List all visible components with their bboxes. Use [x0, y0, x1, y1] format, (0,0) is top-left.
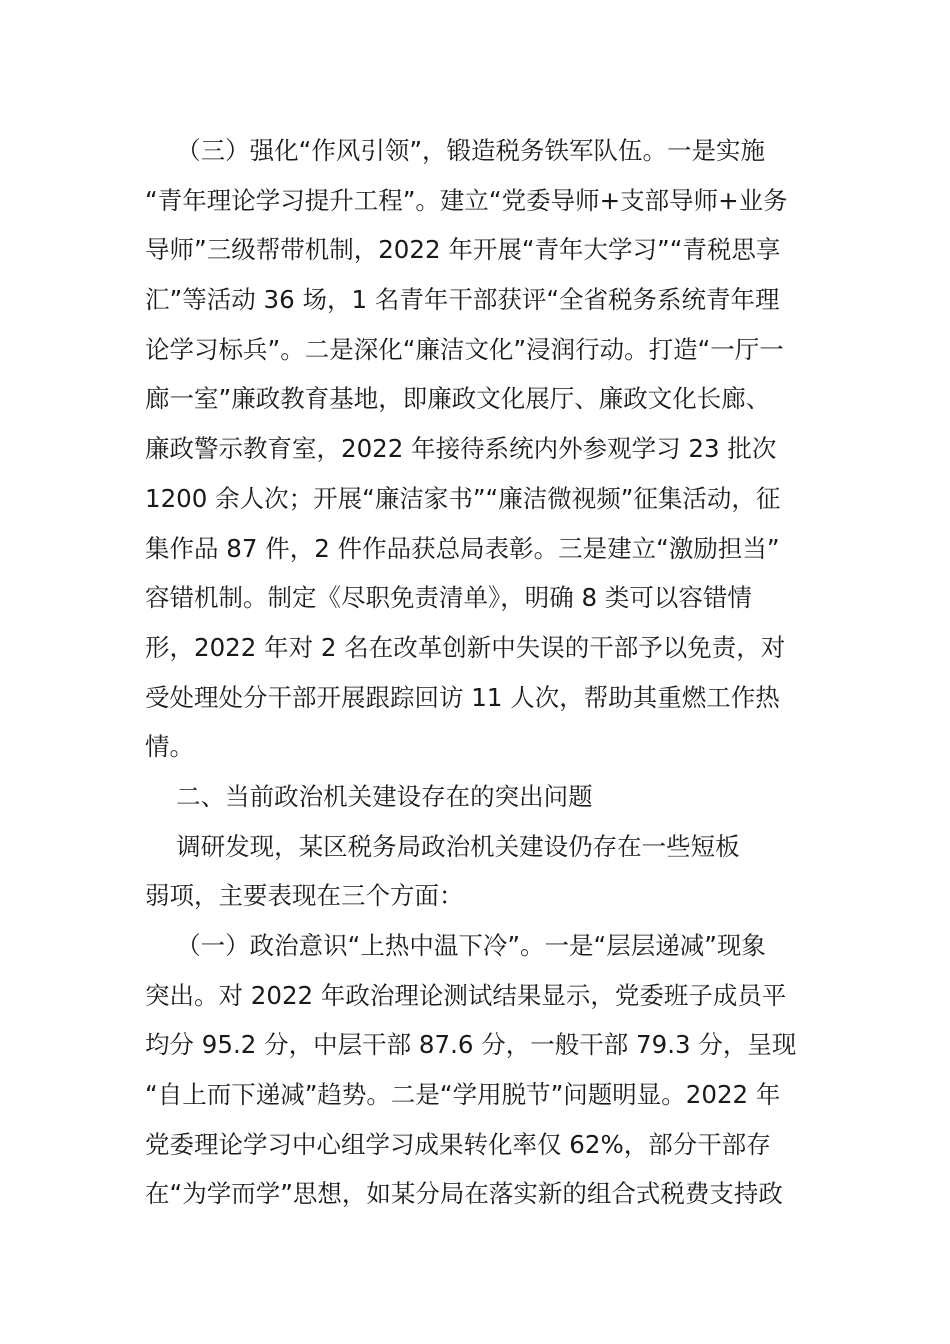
text-line: 在“为学而学”思想，如某分局在落实新的组合式税费支持政 — [145, 1179, 783, 1209]
text-line: 集作品 87 件，2 件作品获总局表彰。三是建立“激励担当” — [145, 533, 780, 563]
text-line: 廉政警示教育室，2022 年接待系统内外参观学习 23 批次 — [145, 434, 777, 464]
text-line: 情。 — [145, 732, 194, 762]
text-line: 弱项，主要表现在三个方面： — [145, 881, 464, 911]
text-line: 党委理论学习中心组学习成果转化率仅 62%，部分干部存 — [145, 1129, 771, 1159]
text-line: （一）政治意识“上热中温下冷”。一是“层层递减”现象 — [145, 931, 766, 960]
text-line: 汇”等活动 36 场，1 名青年干部获评“全省税务系统青年理 — [145, 285, 780, 315]
document-body — [145, 126, 807, 1219]
text-line: 导师”三级帮带机制，2022 年开展“青年大学习”“青税思享 — [145, 235, 781, 265]
text-line: 1200 余人次；开展“廉洁家书”“廉洁微视频”征集活动，征 — [145, 483, 781, 513]
text-line: “青年理论学习提升工程”。建立“党委导师+支部导师+业务 — [145, 185, 788, 215]
section-heading: 二、当前政治机关建设存在的突出问题 — [145, 781, 593, 811]
text-line: 形，2022 年对 2 名在改革创新中失误的干部予以免责，对 — [145, 632, 786, 662]
text-line: 均分 95.2 分，中层干部 87.6 分，一般干部 79.3 分，呈现 — [145, 1030, 797, 1060]
text-line: 廊一室”廉政教育基地，即廉政文化展厅、廉政文化长廊、 — [145, 384, 771, 414]
text-line: 调研发现，某区税务局政治机关建设仍存在一些短板 — [145, 831, 740, 861]
text-line: 突出。对 2022 年政治理论测试结果显示，党委班子成员平 — [145, 980, 787, 1010]
text-line: 受处理处分干部开展跟踪回访 11 人次，帮助其重燃工作热 — [145, 682, 780, 712]
text-line: “自上而下递减”趋势。二是“学用脱节”问题明显。2022 年 — [145, 1080, 781, 1110]
text-line: 论学习标兵”。二是深化“廉洁文化”浸润行动。打造“一厅一 — [145, 334, 784, 364]
text-line: （三）强化“作风引领”，锻造税务铁军队伍。一是实施 — [145, 136, 766, 165]
text-line: 容错机制。制定《尽职免责清单》，明确 8 类可以容错情 — [145, 583, 752, 613]
